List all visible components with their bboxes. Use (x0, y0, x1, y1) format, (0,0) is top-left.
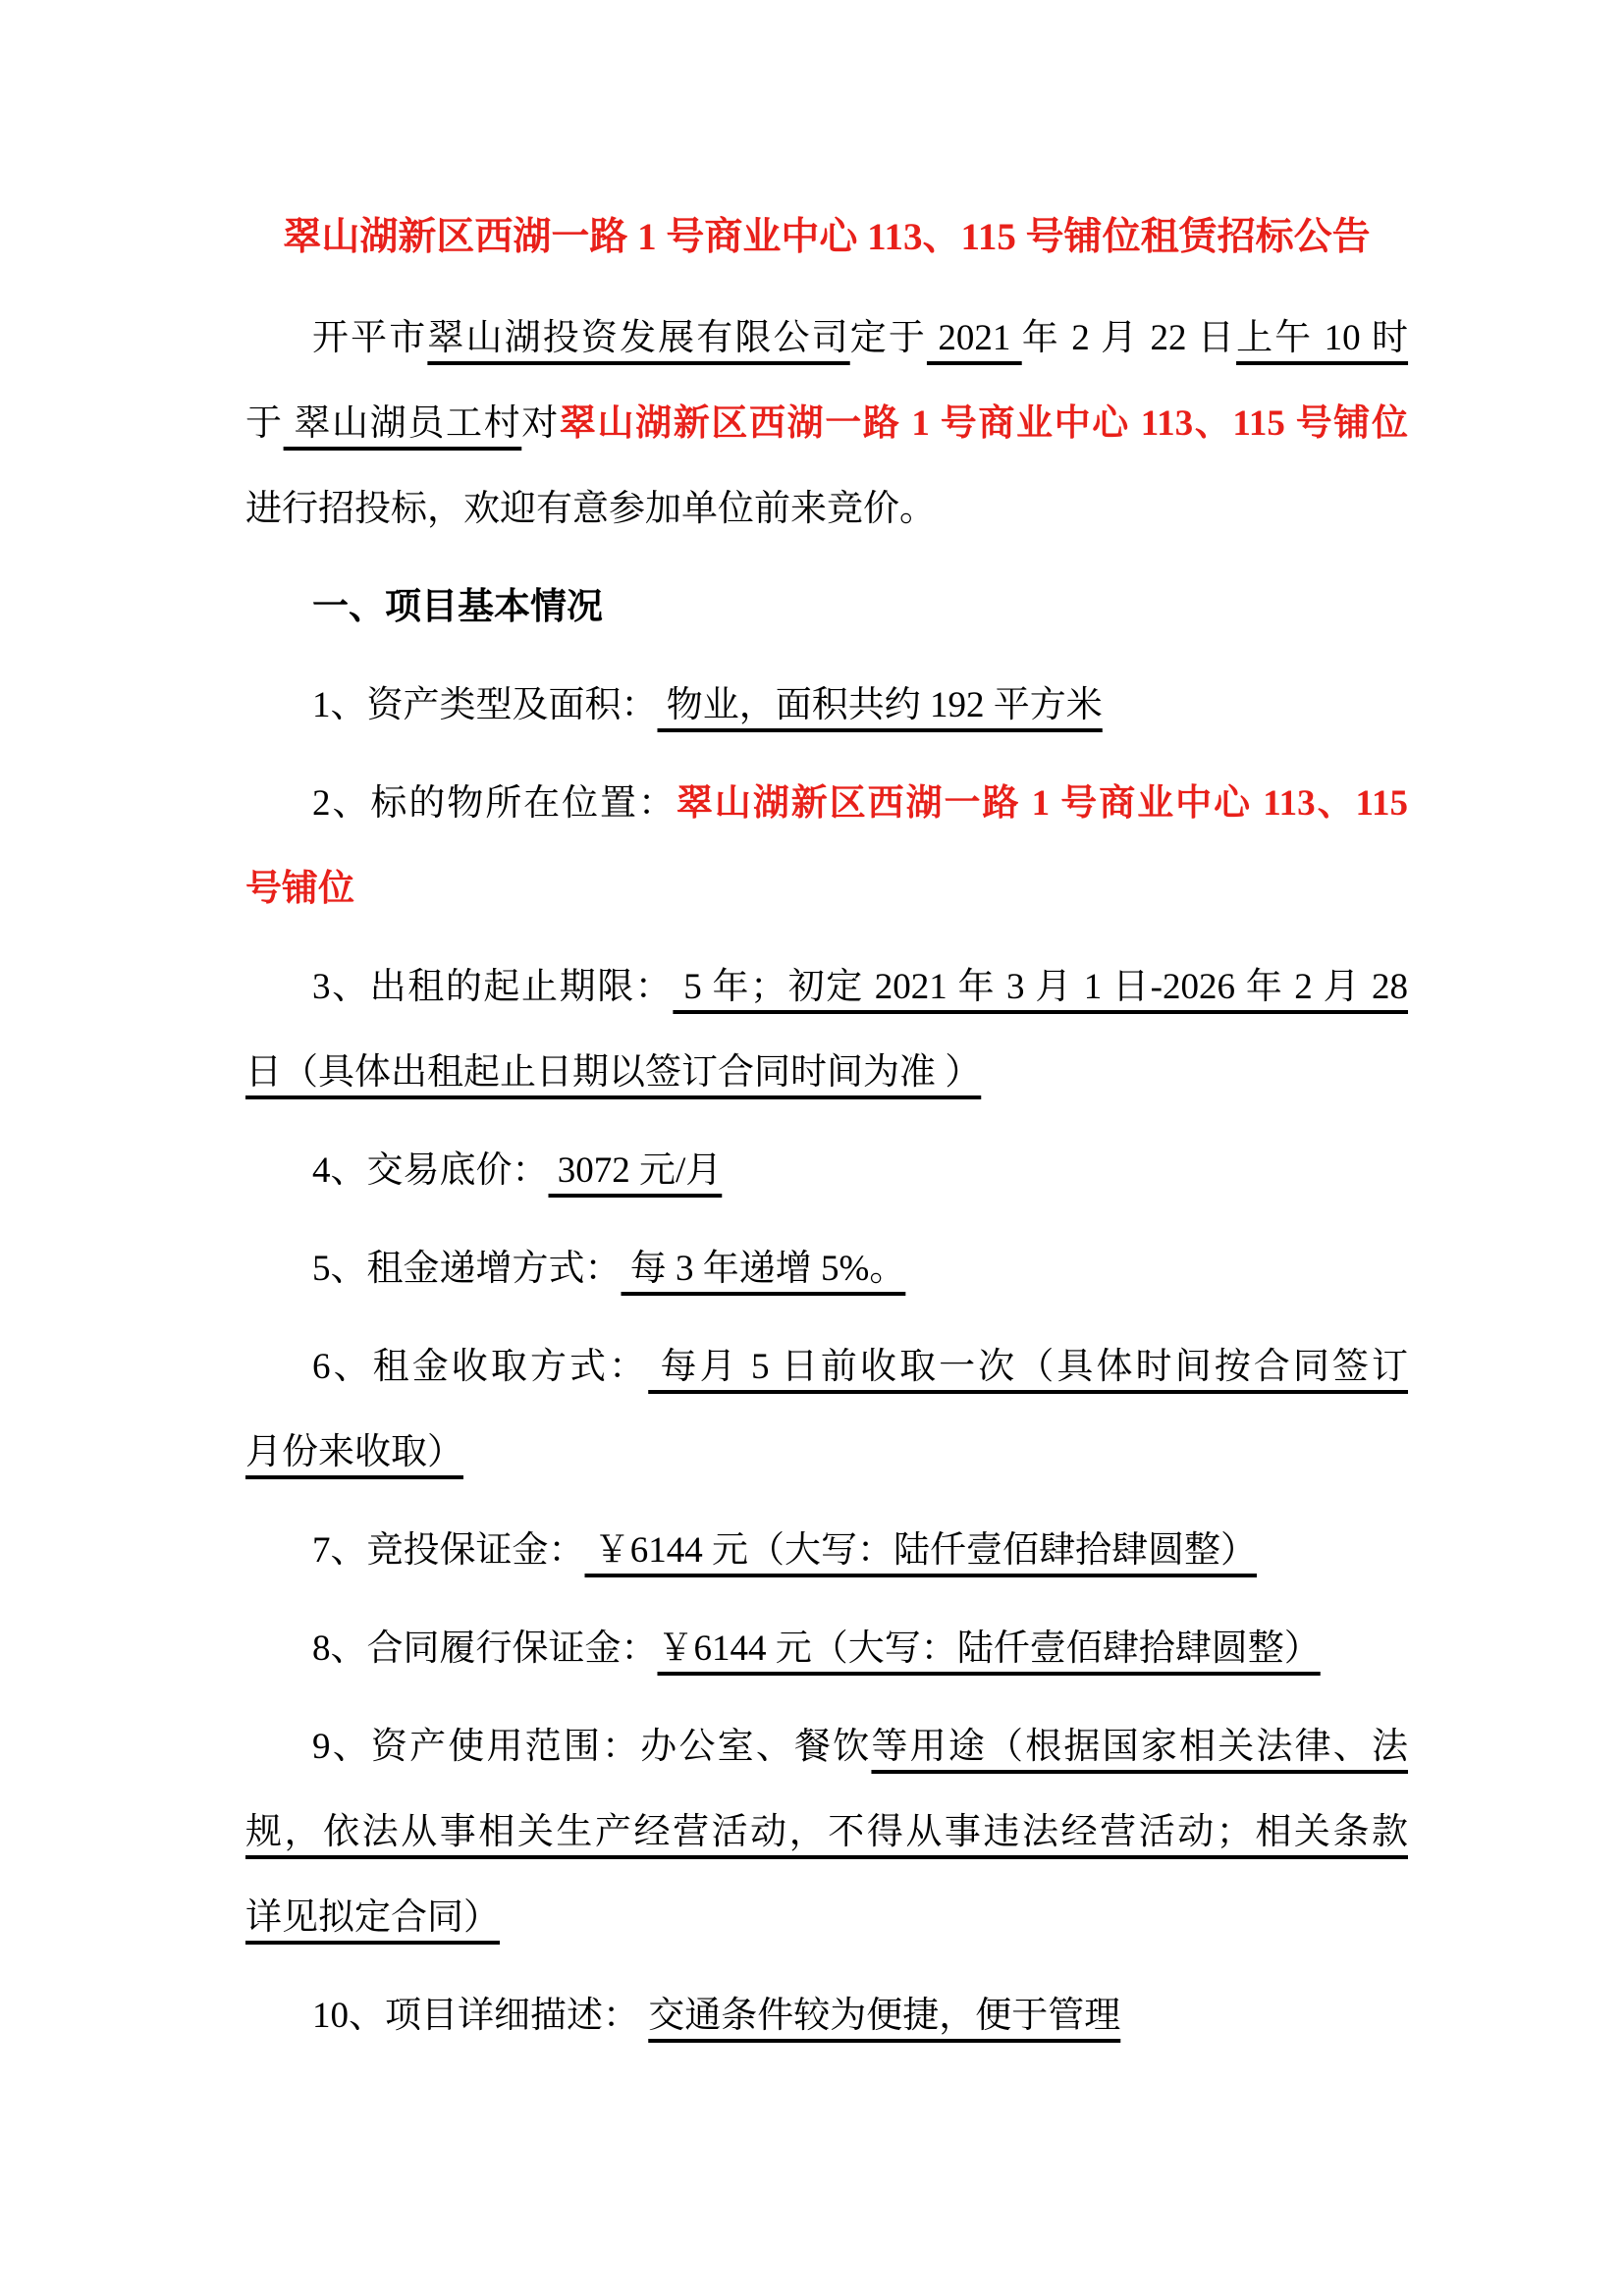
doc-line (245, 466, 1408, 552)
text-run: 进行招投标，欢迎有意参加单位前来竞价。 (245, 489, 936, 529)
doc-line (245, 1410, 1408, 1495)
underlined-value: 3072 元/月 (548, 1150, 723, 1191)
doc-line (245, 663, 1408, 748)
text-run: 年 2 月 22 日 (1021, 318, 1237, 358)
text-run: 7、竞投保证金： (312, 1530, 585, 1571)
doc-line (245, 381, 1408, 466)
doc-line (245, 1226, 1408, 1311)
doc-line (245, 944, 1408, 1030)
paragraph-item-7-bid-deposit (245, 1508, 1408, 1593)
text-run: 4、交易底价： (312, 1150, 549, 1191)
underlined-value: 上午 10 时 (1236, 318, 1409, 358)
doc-line (245, 1324, 1408, 1410)
underlined-value: 等用途（根据国家相关法律、法 (871, 1727, 1409, 1767)
underlined-value: 5 年；初定 2021 年 3 月 1 日-2026 年 2 月 28 (673, 967, 1409, 1007)
underlined-value: ￥6144 元（大写：陆仟壹佰肆拾肆圆整） (584, 1530, 1257, 1571)
underlined-value: 每月 5 日前收取一次（具体时间按合同签订 (648, 1347, 1409, 1387)
paragraph-item-1-asset-type (245, 663, 1408, 748)
paragraph-item-5-rent-increase (245, 1226, 1408, 1311)
paragraph-intro (245, 295, 1408, 552)
underlined-value: 翠山湖投资发展有限公司 (427, 318, 850, 358)
paragraph-item-4-base-price (245, 1128, 1408, 1213)
underlined-value: 规，依法从事相关生产经营活动，不得从事违法经营活动；相关条款 (245, 1812, 1408, 1852)
underlined-value: 翠山湖员工村 (283, 403, 522, 444)
doc-line (245, 1704, 1408, 1789)
paragraph-section-1-heading (245, 564, 1408, 650)
text-run: 10、项目详细描述： (312, 1996, 649, 2036)
text-run: 对 (521, 403, 560, 444)
underlined-value: 物业，面积共约 192 平方米 (657, 685, 1103, 725)
red-highlight: 翠山湖新区西湖一路 1 号商业中心 113、115 号铺位 (559, 403, 1409, 444)
red-highlight: 号铺位 (245, 869, 354, 909)
underlined-value: 交通条件较为便捷，便于管理 (648, 1996, 1121, 2036)
bold-heading-text: 一、项目基本情况 (312, 587, 603, 627)
doc-line (245, 1508, 1408, 1593)
text-run: 1、资产类型及面积： (312, 685, 658, 725)
doc-line (245, 1789, 1408, 1875)
document-body (245, 295, 1408, 2058)
underlined-value: 2021 (926, 318, 1022, 358)
red-highlight: 翠山湖新区西湖一路 1 号商业中心 113、115 (676, 783, 1409, 824)
doc-line (245, 1128, 1408, 1213)
text-run: 8、合同履行保证金： (312, 1629, 658, 1669)
doc-line (245, 1606, 1408, 1691)
text-run: 9、资产使用范围：办公室、餐饮 (312, 1727, 872, 1767)
paragraph-item-2-location (245, 761, 1408, 932)
paragraph-item-10-description (245, 1973, 1408, 2058)
doc-line (245, 846, 1408, 932)
text-run: 5、租金递增方式： (312, 1249, 622, 1289)
text-run: 于 (245, 403, 284, 444)
text-run: 开平市 (312, 318, 428, 358)
underlined-value: 月份来收取） (245, 1432, 463, 1472)
underlined-value: 每 3 年递增 5%。 (621, 1249, 906, 1289)
doc-line (245, 564, 1408, 650)
paragraph-item-8-performance-deposit (245, 1606, 1408, 1691)
doc-line (245, 1030, 1408, 1115)
underlined-value: ￥6144 元（大写：陆仟壹佰肆拾肆圆整） (657, 1629, 1321, 1669)
document-title: 翠山湖新区西湖一路 1 号商业中心 113、115 号铺位租赁招标公告 (283, 216, 1371, 258)
text-run: 2、标的物所在位置： (312, 783, 677, 824)
text-run: 定于 (849, 318, 927, 358)
doc-line (245, 761, 1408, 846)
text-run: 3、出租的起止期限： (312, 967, 674, 1007)
paragraph-item-9-usage-scope (245, 1704, 1408, 1960)
text-run: 6、租金收取方式： (312, 1347, 649, 1387)
underlined-value: 日（具体出租起止日期以签订合同时间为准 ） (245, 1052, 982, 1093)
paragraph-item-6-rent-collection (245, 1324, 1408, 1495)
paragraph-item-3-lease-term (245, 944, 1408, 1115)
doc-line (245, 295, 1408, 381)
doc-line (245, 1973, 1408, 2058)
doc-line (245, 1875, 1408, 1960)
underlined-value: 详见拟定合同） (245, 1897, 500, 1938)
